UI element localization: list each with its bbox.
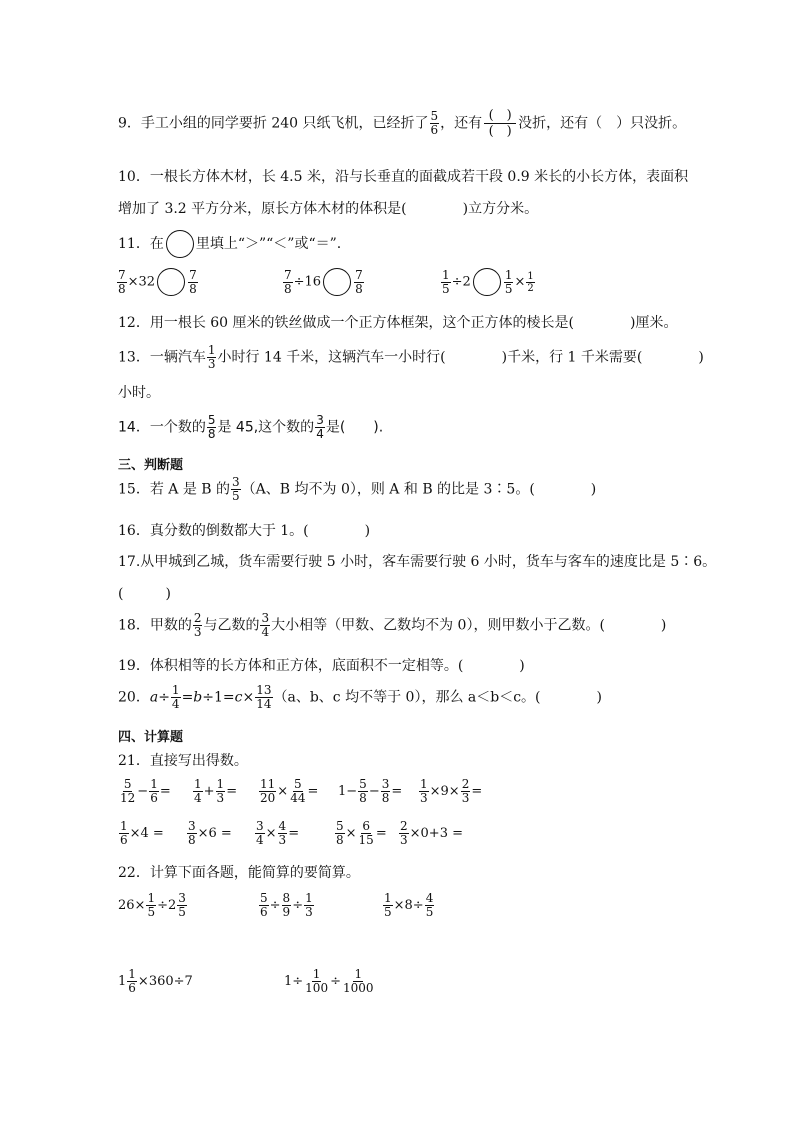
op: ÷: [269, 898, 281, 913]
numerator: 1: [128, 967, 136, 981]
numerator: 1: [147, 891, 156, 905]
question-10-line2: 增加了 3.2 平方分米，原长方体木材的体积是( )立方分米。: [118, 201, 539, 217]
q9-text-b: ，还有: [440, 115, 483, 132]
numerator: 5: [336, 819, 344, 833]
numerator: 2: [193, 611, 202, 625]
denominator: 5: [442, 281, 450, 296]
numerator: 1: [354, 967, 363, 981]
denominator: 4: [171, 697, 180, 711]
q15-text-a: 15．若 A 是 B 的: [118, 481, 231, 498]
q21-item: [186, 820, 232, 847]
op: ÷: [292, 898, 304, 913]
q22-expr-1: [118, 892, 188, 919]
q18-text-c: 大小相等（甲数、乙数均不为 0），则甲数小于乙数。( ): [271, 617, 667, 634]
numerator: 3: [178, 891, 186, 905]
q21-item: [418, 778, 482, 805]
op: 26×: [118, 898, 146, 913]
q14-text-b: 是 45,这个数的: [217, 419, 315, 436]
q21-item: [334, 820, 387, 847]
denominator: 6: [150, 791, 158, 805]
question-17-line2: ( ): [118, 586, 171, 602]
denominator: 6: [120, 833, 128, 847]
q11-expr-1: [116, 268, 199, 296]
denominator: 14: [256, 697, 272, 711]
denominator: 3: [278, 833, 287, 847]
op: ×8÷: [393, 898, 424, 913]
op: =: [391, 784, 403, 799]
question-16: 16．真分数的倒数都大于 1。( ): [118, 523, 371, 539]
q22-expr-4: [118, 968, 193, 995]
numerator: 4: [278, 819, 287, 833]
op: ÷: [330, 974, 341, 989]
numerator: 5: [207, 413, 216, 427]
q13-text-b: 小时行 14 千米，这辆汽车一小时行( )千米，行 1 千米需要( ): [217, 349, 704, 366]
q21-item: [118, 820, 164, 847]
section-3-heading: 三、判断题: [118, 458, 184, 473]
denominator: 3: [420, 791, 428, 805]
denominator: 3: [305, 905, 313, 919]
denominator: 4: [316, 427, 324, 441]
denominator: 5: [232, 489, 240, 503]
q22-expr-2: [258, 892, 315, 919]
op: ÷: [158, 689, 170, 706]
section-4-heading: 四、计算题: [118, 730, 184, 745]
denominator: 3: [400, 833, 408, 847]
question-18: [118, 612, 666, 639]
denominator: 3: [216, 791, 225, 805]
question-13: [118, 344, 704, 371]
numerator: 1: [194, 777, 202, 791]
denominator: 9: [282, 905, 291, 919]
question-15: [118, 476, 596, 503]
var-a: a: [149, 689, 159, 706]
numerator: 4: [425, 891, 434, 905]
op: =: [307, 784, 319, 799]
q21-item: [118, 778, 171, 805]
expr-op: ×: [514, 274, 526, 290]
q11-expr-2: [282, 268, 365, 296]
denominator: 4: [256, 833, 264, 847]
op: ×4 =: [129, 826, 164, 841]
q9-text-c: 没折，还有（ ）只没折。: [518, 115, 687, 132]
var-b: b: [193, 689, 203, 706]
q15-text-b: （A、B 均不为 0），则 A 和 B 的比是 3∶5。( ): [241, 481, 597, 498]
numerator: 8: [282, 891, 291, 905]
blank-numerator: ( ): [488, 108, 512, 123]
var-c: c: [234, 689, 243, 706]
op: +: [203, 784, 215, 799]
q14-text-c: 是( ).: [325, 419, 384, 436]
q21-item: [192, 778, 237, 805]
denominator: 44: [290, 791, 306, 805]
q9-text-a: 9．手工小组的同学要折 240 只纸飞机，已经折了: [118, 115, 429, 132]
denominator: 12: [120, 791, 136, 805]
op: ×: [265, 826, 277, 841]
expr-op: ÷16: [293, 274, 322, 290]
numerator: 13: [256, 683, 272, 697]
expr-op: ÷2: [451, 274, 471, 290]
numerator: 1: [420, 777, 428, 791]
op: =: [159, 784, 171, 799]
q20-text: （a、b、c 均不等于 0），那么 a＜b＜c。( ): [273, 689, 602, 706]
denominator: 6: [260, 905, 268, 919]
numerator: 2: [400, 819, 408, 833]
q21-item: [254, 820, 299, 847]
q14-text-a: 14．一个数的: [118, 419, 206, 436]
op: ×0+3 =: [409, 826, 463, 841]
denominator: 5: [178, 905, 186, 919]
denominator: 5: [147, 905, 156, 919]
numerator: 5: [260, 891, 268, 905]
question-19: 19．体积相等的长方体和正方体，底面积不一定相等。( ): [118, 658, 525, 674]
question-22-title: 22．计算下面各题，能简算的要简算。: [118, 865, 360, 881]
op: ×: [242, 689, 255, 706]
expr-op: ×32: [127, 274, 156, 290]
q22-expr-5: [284, 968, 376, 995]
numerator: 3: [316, 413, 324, 427]
op: −: [368, 784, 380, 799]
op: ÷2: [157, 898, 177, 913]
q9-blank-fraction[interactable]: [484, 108, 516, 139]
numerator: 1: [171, 683, 180, 697]
numerator: 5: [294, 777, 302, 791]
denominator: 8: [359, 791, 367, 805]
numerator: 3: [256, 819, 264, 833]
denominator: 8: [207, 427, 216, 441]
q21-item: [258, 778, 318, 805]
numerator: 1: [216, 777, 225, 791]
numerator: 6: [362, 819, 370, 833]
numerator: 2: [461, 777, 470, 791]
answer-circle[interactable]: [323, 268, 351, 296]
op: 1÷: [284, 974, 304, 989]
denominator: 5: [504, 281, 513, 296]
denominator: 100: [305, 981, 329, 995]
numerator: 7: [355, 267, 363, 282]
op: ×: [345, 826, 357, 841]
blank-denominator: ( ): [488, 124, 512, 139]
op: 1: [118, 974, 127, 989]
op: −: [137, 784, 149, 799]
q21-item: [398, 820, 463, 847]
circle-icon: [166, 230, 194, 258]
denominator: 15: [358, 833, 374, 847]
denominator: 2: [527, 282, 534, 294]
denominator: 8: [284, 281, 292, 296]
question-9: [118, 108, 686, 139]
numerator: 3: [188, 819, 196, 833]
numerator: 1: [442, 267, 450, 282]
answer-circle[interactable]: [473, 268, 501, 296]
q11-text-b: 里填上“＞”“＜”或“＝”.: [195, 236, 342, 252]
op: ÷1=: [202, 689, 235, 706]
op: ×9×: [429, 784, 460, 799]
question-17-line1: 17.从甲城到乙城，货车需要行驶 5 小时，客车需要行驶 6 小时，货车与客车的速度比是 5∶6。: [118, 554, 717, 570]
denominator: 4: [261, 625, 270, 639]
op: =: [471, 784, 483, 799]
q9-fraction: [430, 110, 440, 137]
numerator: 5: [123, 777, 132, 791]
question-14: [118, 414, 383, 441]
numerator: 11: [260, 777, 276, 791]
q13-text-a: 13．一辆汽车: [118, 349, 206, 366]
question-12: 12．用一根长 60 厘米的铁丝做成一个正方体框架，这个正方体的棱长是( )厘米。: [118, 315, 678, 331]
numerator: 5: [359, 777, 367, 791]
denominator: 6: [128, 981, 136, 995]
denominator: 20: [260, 791, 276, 805]
q11-text-a: 11．在: [118, 236, 164, 252]
op: =: [226, 784, 238, 799]
denominator: 8: [189, 281, 197, 296]
numerator: 1: [504, 267, 513, 282]
numerator: 1: [207, 343, 216, 357]
denominator: 5: [384, 905, 392, 919]
denominator: 3: [207, 357, 216, 371]
op: ×: [277, 784, 289, 799]
op: ×360÷7: [137, 974, 193, 989]
denominator: 8: [336, 833, 344, 847]
denominator: 3: [461, 791, 470, 805]
numerator: 1: [312, 967, 321, 981]
denominator: 8: [118, 281, 126, 296]
question-11: [118, 230, 341, 258]
question-21-title: 21．直接写出得数。: [118, 753, 248, 769]
op: 1−: [338, 784, 358, 799]
q22-expr-3: [382, 892, 435, 919]
denominator: 1000: [342, 981, 374, 995]
q18-text-a: 18．甲数的: [118, 617, 192, 634]
op: =: [288, 826, 300, 841]
numerator: 1: [384, 891, 392, 905]
numerator: 7: [189, 267, 197, 282]
question-20: [118, 684, 602, 711]
denominator: 4: [194, 791, 202, 805]
op: =: [375, 826, 387, 841]
numerator: 1: [120, 819, 128, 833]
q20-label: 20．: [118, 689, 150, 706]
q11-expr-3: [440, 268, 536, 296]
denominator: 3: [193, 625, 202, 639]
numerator: 5: [430, 109, 439, 123]
numerator: 3: [232, 475, 240, 489]
question-13-line2: 小时。: [118, 385, 160, 401]
denominator: 8: [355, 281, 363, 296]
question-10-line1: 10．一根长方体木材，长 4.5 米，沿与长垂直的面截成若干段 0.9 米长的小长方体，表面积: [118, 169, 689, 185]
denominator: 8: [381, 791, 390, 805]
denominator: 8: [188, 833, 196, 847]
denominator: 6: [430, 123, 439, 137]
numerator: 1: [305, 891, 313, 905]
op: ×6 =: [197, 826, 232, 841]
denominator: 5: [425, 905, 434, 919]
numerator: 1: [527, 270, 534, 282]
numerator: 1: [150, 777, 158, 791]
op: =: [181, 689, 194, 706]
q18-text-b: 与乙数的: [203, 617, 260, 634]
numerator: 7: [118, 267, 126, 282]
numerator: 3: [261, 611, 270, 625]
numerator: 3: [381, 777, 390, 791]
numerator: 7: [284, 267, 292, 282]
answer-circle[interactable]: [157, 268, 185, 296]
q21-item: [338, 778, 402, 805]
